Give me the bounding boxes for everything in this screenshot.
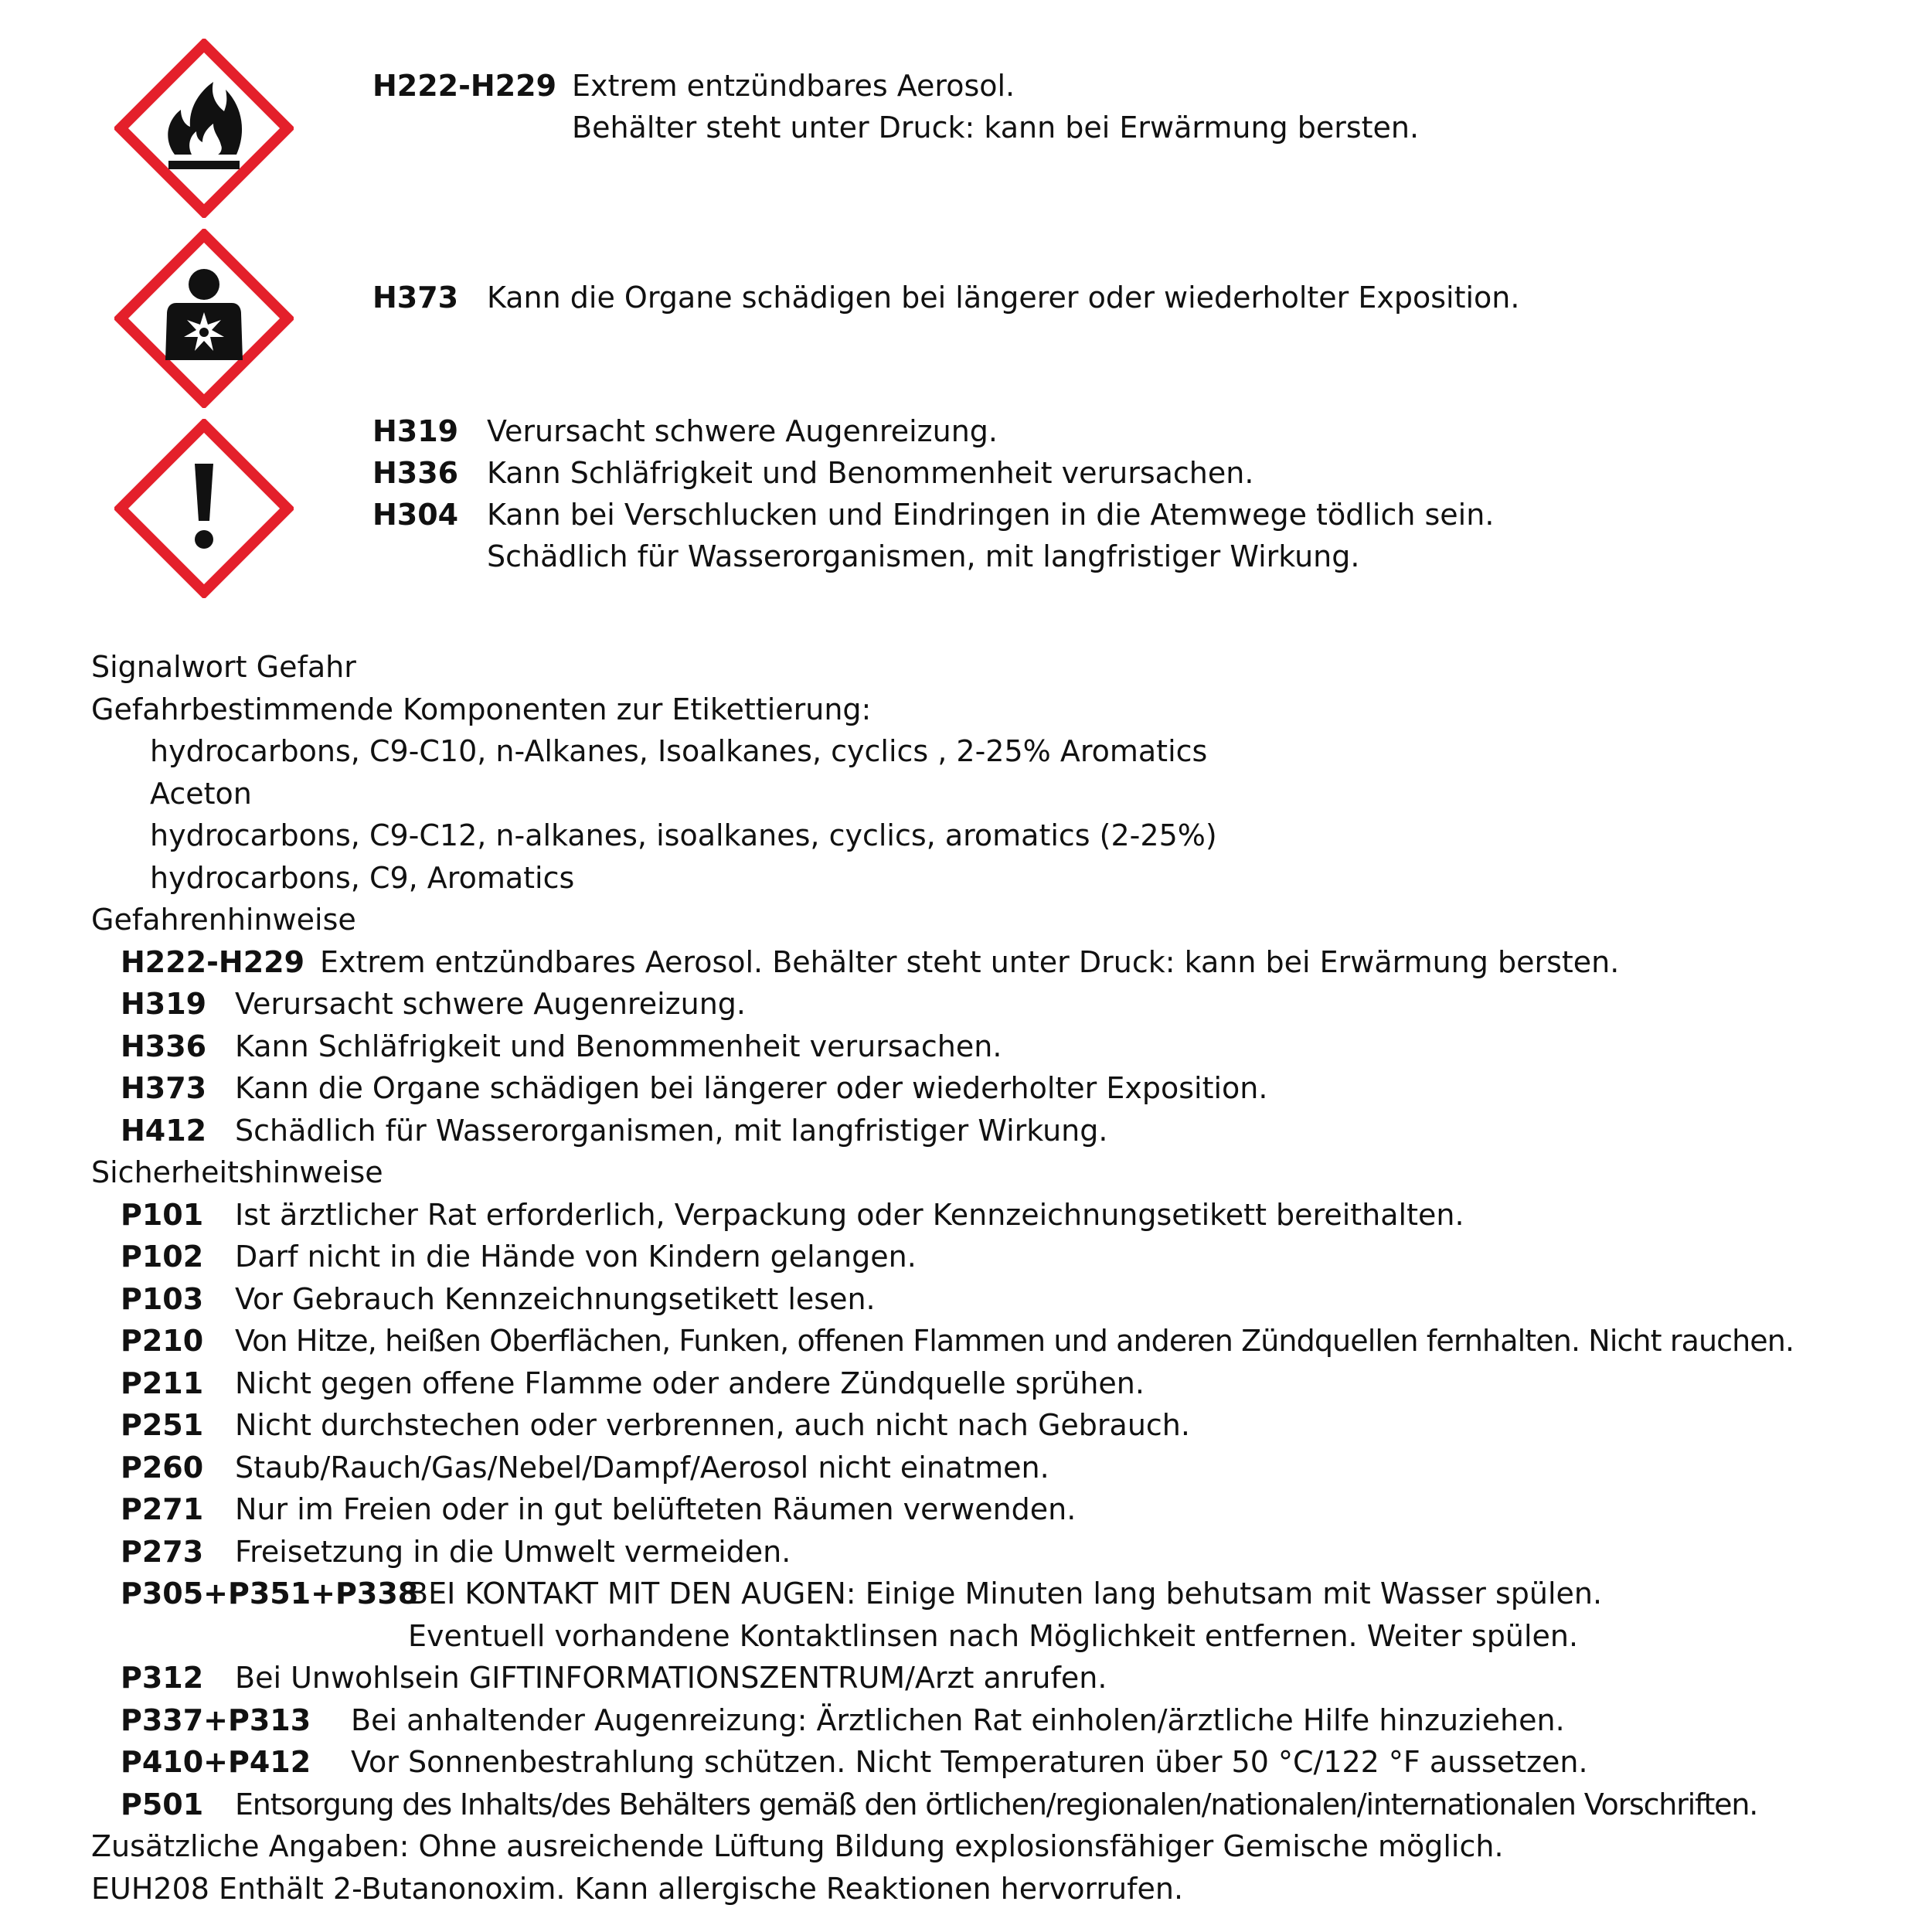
statement-text: Staub/Rauch/Gas/Nebel/Dampf/Aerosol nicht einatmen. bbox=[235, 1450, 1049, 1485]
statement-text: Vor Sonnenbestrahlung schützen. Nicht Temperaturen über 50 °C/122 °F aussetzen. bbox=[351, 1745, 1588, 1779]
statement-code: P260 bbox=[121, 1450, 204, 1485]
statement-code: P102 bbox=[121, 1240, 204, 1274]
ghs07-exclamation-pictogram bbox=[114, 419, 294, 598]
precautionary-statement bbox=[91, 1404, 1504, 1447]
statement-code: P312 bbox=[121, 1661, 204, 1695]
precautionary-statement bbox=[91, 1657, 1504, 1699]
statement-code: H319 bbox=[121, 987, 207, 1021]
statement-code: P410+P412 bbox=[121, 1745, 311, 1779]
statement-text: Entsorgung des Inhalts/des Behälters gemäß den örtlichen/regionalen/nationalen/internationalen Vorschriften. bbox=[235, 1787, 1758, 1821]
statement-text: Verursacht schwere Augenreizung. bbox=[235, 987, 746, 1021]
component-item: hydrocarbons, C9, Aromatics bbox=[150, 860, 575, 895]
statement-code: P271 bbox=[121, 1492, 204, 1526]
statement-code: H336 bbox=[121, 1029, 207, 1063]
statement-text: Behälter steht unter Druck: kann bei Erwärmung bersten. bbox=[572, 111, 1420, 145]
precautionary-statement bbox=[91, 1573, 1603, 1615]
components-heading: Gefahrbestimmende Komponenten zur Etikettierung: bbox=[91, 692, 872, 726]
component-item: hydrocarbons, C9-C12, n-alkanes, isoalkanes, cyclics, aromatics (2-25%) bbox=[150, 818, 1217, 852]
statement-text: Schädlich für Wasserorganismen, mit langfristiger Wirkung. bbox=[487, 539, 1360, 573]
precautionary-statement bbox=[91, 1784, 1758, 1826]
statement-code: P273 bbox=[121, 1534, 204, 1569]
statement-text: Nicht durchstechen oder verbrennen, auch nicht nach Gebrauch. bbox=[235, 1408, 1190, 1442]
statement-code: H319 bbox=[372, 414, 459, 448]
statement-code: P101 bbox=[121, 1197, 204, 1232]
statement-text: Vor Gebrauch Kennzeichnungsetikett lesen. bbox=[235, 1281, 876, 1316]
hazard-statement bbox=[91, 1026, 1504, 1068]
statement-text: Extrem entzündbares Aerosol. bbox=[572, 69, 1015, 103]
statement-code: P305+P351+P338 bbox=[121, 1577, 419, 1611]
statement-text: Extrem entzündbares Aerosol. Behälter steht unter Druck: kann bei Erwärmung bersten. bbox=[320, 944, 1620, 979]
additional-info: Zusätzliche Angaben: Ohne ausreichende Lüftung Bildung explosionsfähiger Gemische möglich. bbox=[91, 1829, 1504, 1863]
exclamation-mark-icon bbox=[114, 419, 294, 598]
statement-text: BEI KONTAKT MIT DEN AUGEN: Einige Minuten lang behutsam mit Wasser spülen. bbox=[408, 1577, 1603, 1611]
statement-text: Kann die Organe schädigen bei längerer oder wiederholter Exposition. bbox=[487, 281, 1520, 315]
statement-text: Darf nicht in die Hände von Kindern gelangen. bbox=[235, 1240, 917, 1274]
ghs02-flame-pictogram bbox=[114, 39, 294, 218]
precautionary-statement-continuation bbox=[91, 1615, 1579, 1658]
hazard-statement bbox=[91, 941, 1620, 984]
statement-code: P211 bbox=[121, 1366, 204, 1400]
statement-text: Verursacht schwere Augenreizung. bbox=[487, 414, 998, 448]
precautionary-statement bbox=[91, 1699, 1565, 1742]
statement-code: H373 bbox=[121, 1071, 207, 1105]
hazard-heading: Gefahrenhinweise bbox=[91, 903, 356, 937]
statement-text: Freisetzung in die Umwelt vermeiden. bbox=[235, 1534, 791, 1569]
statement-code: P337+P313 bbox=[121, 1702, 311, 1737]
statement-text: Bei Unwohlsein GIFTINFORMATIONSZENTRUM/Arzt anrufen. bbox=[235, 1661, 1107, 1695]
statement-text: Nur im Freien oder in gut belüfteten Räumen verwenden. bbox=[235, 1492, 1077, 1526]
statement-code: H304 bbox=[372, 498, 459, 532]
statement-code: P103 bbox=[121, 1281, 204, 1316]
statement-text: Kann Schläfrigkeit und Benommenheit verursachen. bbox=[235, 1029, 1002, 1063]
statement-code: P210 bbox=[121, 1324, 204, 1358]
precautionary-statement bbox=[91, 1278, 1504, 1321]
ghs08-health-hazard-pictogram bbox=[114, 229, 294, 408]
statement-text: Kann bei Verschlucken und Eindringen in die Atemwege tödlich sein. bbox=[487, 498, 1495, 532]
statement-code: H336 bbox=[372, 456, 459, 490]
precautionary-statement bbox=[91, 1447, 1504, 1489]
statement-text: Kann die Organe schädigen bei längerer oder wiederholter Exposition. bbox=[235, 1071, 1268, 1105]
hazard-statement bbox=[91, 1067, 1504, 1110]
statement-code: H222-H229 bbox=[121, 944, 305, 979]
statement-text: Ist ärztlicher Rat erforderlich, Verpackung oder Kennzeichnungsetikett bereithalten. bbox=[235, 1197, 1464, 1232]
statement-code: P501 bbox=[121, 1787, 204, 1821]
hazard-statement bbox=[91, 983, 1504, 1026]
label-text-block bbox=[91, 646, 1794, 1910]
precautionary-statement bbox=[91, 1488, 1504, 1531]
euh-statement: EUH208 Enthält 2-Butanonoxim. Kann allergische Reaktionen hervorrufen. bbox=[91, 1871, 1184, 1906]
statement-text: Bei anhaltender Augenreizung: Ärztlichen Rat einholen/ärztliche Hilfe hinzuziehen. bbox=[351, 1702, 1565, 1737]
statement-code: P251 bbox=[121, 1408, 204, 1442]
hazard-statement bbox=[91, 1110, 1504, 1152]
precautionary-statement bbox=[91, 1362, 1504, 1405]
statement-code: H222-H229 bbox=[372, 69, 557, 103]
health-hazard-icon bbox=[114, 229, 294, 408]
statement-text: Eventuell vorhandene Kontaktlinsen nach Möglichkeit entfernen. Weiter spülen. bbox=[408, 1618, 1579, 1653]
signal-word: Signalwort Gefahr bbox=[91, 650, 356, 684]
statement-text: Schädlich für Wasserorganismen, mit langfristiger Wirkung. bbox=[235, 1113, 1108, 1148]
flame-icon bbox=[114, 39, 294, 218]
precautionary-statement bbox=[91, 1236, 1504, 1278]
component-item: hydrocarbons, C9-C10, n-Alkanes, Isoalkanes, cyclics , 2-25% Aromatics bbox=[150, 734, 1208, 768]
statement-text: Von Hitze, heißen Oberflächen, Funken, offenen Flammen und anderen Zündquellen fernhalten. Nicht rauchen. bbox=[235, 1324, 1794, 1358]
precaution-heading: Sicherheitshinweise bbox=[91, 1155, 383, 1189]
statement-text: Kann Schläfrigkeit und Benommenheit verursachen. bbox=[487, 456, 1254, 490]
statement-text: Nicht gegen offene Flamme oder andere Zündquelle sprühen. bbox=[235, 1366, 1145, 1400]
precautionary-statement bbox=[91, 1194, 1504, 1236]
precautionary-statement bbox=[91, 1741, 1588, 1784]
component-item: Aceton bbox=[150, 776, 252, 811]
statement-code: H412 bbox=[121, 1113, 207, 1148]
precautionary-statement bbox=[91, 1320, 1794, 1362]
statement-code: H373 bbox=[372, 281, 459, 315]
precautionary-statement bbox=[91, 1531, 1504, 1573]
